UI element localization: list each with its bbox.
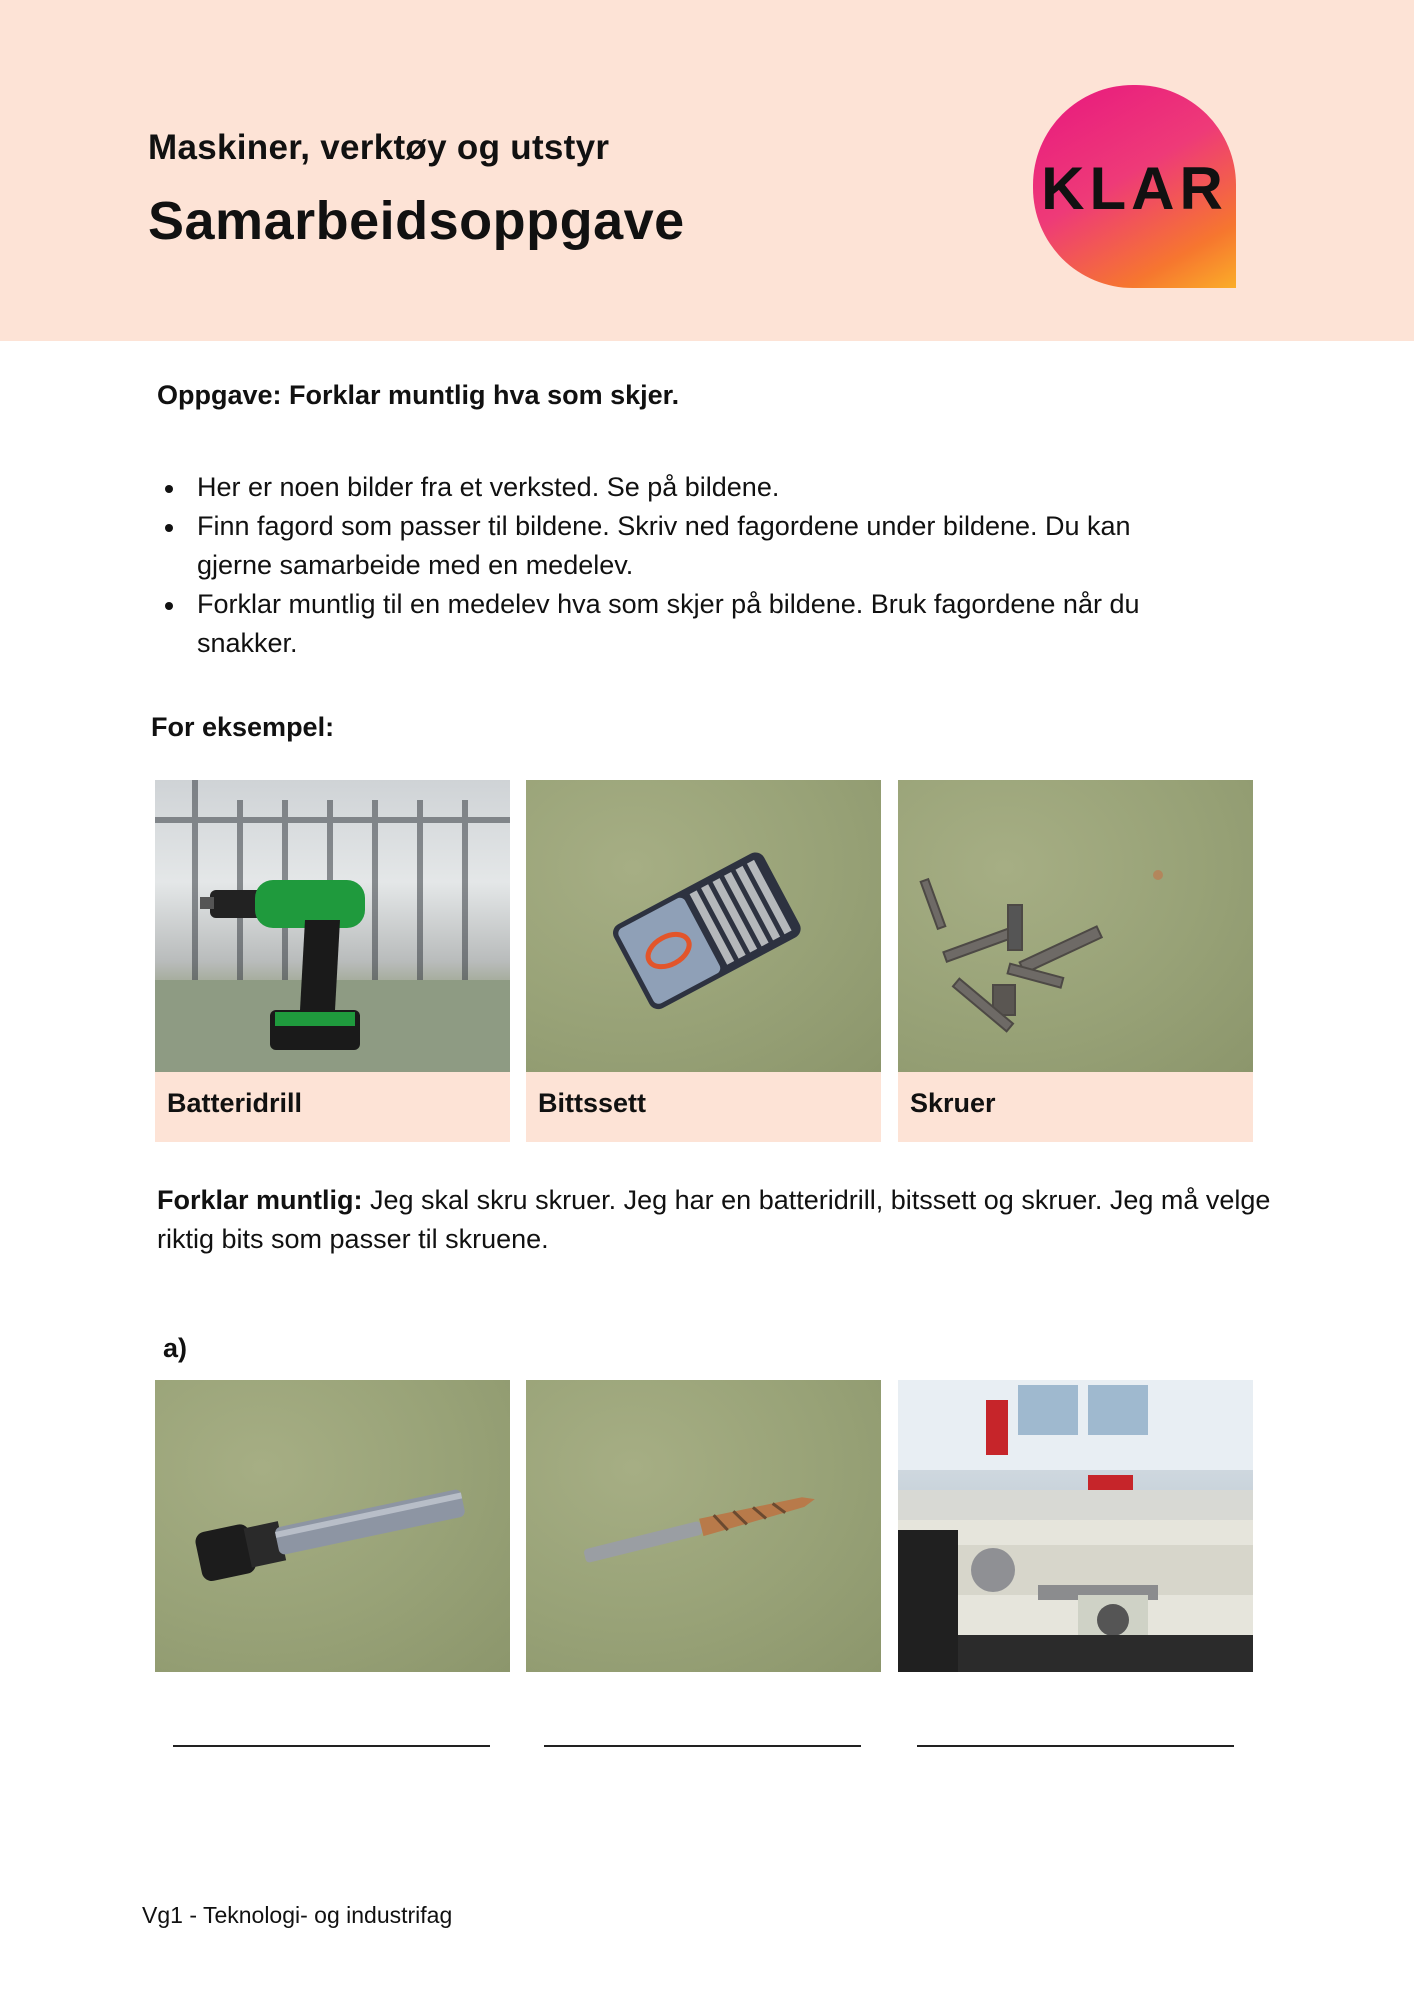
example-caption: Bittssett [526, 1072, 881, 1142]
screws-photo [898, 780, 1253, 1072]
example-card [526, 780, 881, 1142]
lathe-icon [898, 1380, 1253, 1672]
answer-line[interactable] [173, 1745, 490, 1747]
answer-line[interactable] [544, 1745, 861, 1747]
drill-chuck-photo [155, 1380, 510, 1672]
instruction-item: Finn fagord som passer til bildene. Skriv ned fagordene under bildene. Du kan gjerne samarbeide med en medelev. [157, 507, 1157, 585]
drill-chuck-icon [155, 1380, 510, 1672]
logo-text: KLAR [1041, 155, 1228, 222]
page-footer: Vg1 - Teknologi- og industrifag [142, 1902, 453, 1928]
klar-logo [1033, 85, 1236, 288]
instruction-item: Forklar muntlig til en medelev hva som skjer på bildene. Bruk fagordene når du snakker. [157, 585, 1157, 663]
explain-text: Jeg skal skru skruer. Jeg har en batteridrill, bitssett og skruer. Jeg må velge riktig bits som passer til skruene. [157, 1185, 1271, 1254]
explain-label: Forklar muntlig: [157, 1185, 363, 1215]
task-title: Oppgave: Forklar muntlig hva som skjer. [157, 380, 680, 410]
page-header [0, 0, 1414, 341]
answer-line[interactable] [917, 1745, 1234, 1747]
cordless-drill-photo [155, 780, 510, 1072]
explain-paragraph [157, 1181, 1277, 1259]
page-subtitle: Maskiner, verktøy og utstyr [148, 128, 610, 167]
bit-set-icon [526, 780, 881, 1072]
example-card [898, 780, 1253, 1142]
bit-set-photo [526, 780, 881, 1072]
example-caption: Skruer [898, 1072, 1253, 1142]
cordless-drill-icon [155, 780, 510, 1072]
lathe-photo [898, 1380, 1253, 1672]
page-title: Samarbeidsoppgave [148, 191, 685, 251]
drill-bit-photo [526, 1380, 881, 1672]
example-title: For eksempel: [151, 712, 335, 742]
drill-bit-icon [526, 1380, 881, 1672]
screws-icon [898, 780, 1253, 1072]
example-caption: Batteridrill [155, 1072, 510, 1142]
part-a-label: a) [163, 1333, 188, 1363]
example-card [155, 780, 510, 1142]
instruction-list [157, 468, 1157, 663]
instruction-item: Her er noen bilder fra et verksted. Se på bildene. [157, 468, 1157, 507]
